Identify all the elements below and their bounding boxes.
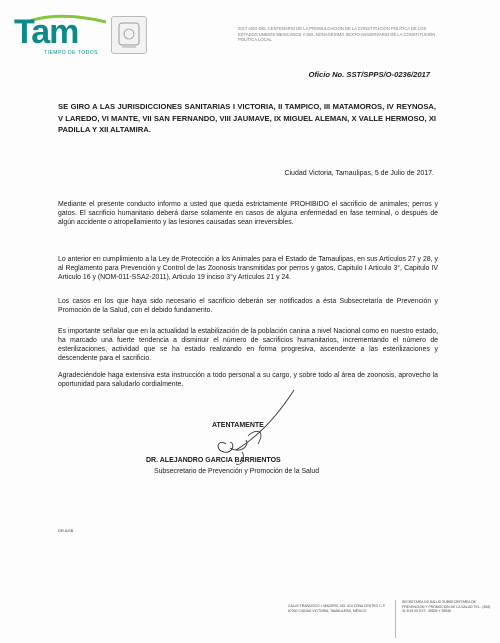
footer-address: CALLE FRANCISCO I. MADERO, NO. 414 ZONA CENTRO C.P. 87000 CIUDAD VICTORIA, TAMAULIPAS, MÉXICO xyxy=(288,604,386,613)
paragraph-sterilization: Es importante señalar que en la actualidad la estabilización de la población canina a nivel Nacional como en nuestro estado, ha marcado una fuerte tendencia a disminuir el número de sacrificios humanitarios, incrementando el número de esterilizaciones, actividad que se ha estado realizando en forma progresiva, ascendente a las esterilizaciones y descendente para el sacrificio. xyxy=(58,328,438,362)
closing: ATENTAMENTE xyxy=(212,422,264,429)
tam-logo xyxy=(14,12,110,60)
footer-divider xyxy=(395,600,396,638)
logo-tagline: TIEMPO DE TODOS xyxy=(44,50,98,56)
paragraph-legal-basis: Lo anterior en cumplimiento a la Ley de Protección a los Animales para el Estado de Tamaulipas, en sus Artículos 27 y 28, y al Reglamento para Prevención y Control de las Zoonosis transmitidas por perros y gatos, Capitulo I Articulo 3°, Capitulo IV Articulo 16 y (NOM-011-SSA2-2011), Articulo 19 inciso 3°y Artículos 21 y 24. xyxy=(58,256,438,281)
addressee: SE GIRO A LAS JURISDICCIONES SANITARIAS I VICTORIA, II TAMPICO, III MATAMOROS, IV REYNOSA, V LAREDO, VI MANTE, VII SAN FERNANDO, VIII JAUMAVE, IX MIGUEL ALEMAN, X VALLE HERMOSO, XI PADILLA Y XII ALTAMIRA. xyxy=(58,102,436,134)
paragraph-prohibition: Mediante el presente conducto informo a usted que queda estrictamente PROHIBIDO el sacrificio de animales; perros y gatos. El sacrificio humanitario deberá darse solamente en casos de alguna enfermedad en fase terminal, o después de algún accidente o atropellamiento y las lesiones causadas sean irreversibles. xyxy=(58,201,438,226)
paragraph-thanks: Agradeciéndole haga extensiva esta instrucción a todo personal a su cargo, y sobre todo al área de zoonosis, aprovecho la oportunidad para saludarlo cordialmente. xyxy=(58,372,438,388)
initials: DR.AGB xyxy=(58,528,74,533)
oficio-number: Oficio No. SST/SPPS/O-0236/2017 xyxy=(308,70,430,79)
logo-text: Tam xyxy=(14,13,79,51)
place-date: Ciudad Victoria, Tamaulipas, 5 de Julio de 2017. xyxy=(284,170,434,177)
paragraph-notification: Los casos en los que haya sido necesario el sacrificio deberán ser notificados a ésta Subsecretaría de Prevención y Promoción de la Salud, con el debido fundamento. xyxy=(58,298,438,314)
state-seal-icon xyxy=(111,16,147,54)
signer-name: DR. ALEJANDRO GARCIA BARRIENTOS xyxy=(146,457,281,464)
footer-office: SECRETARÍA DE SALUD SUBSECRETARÍA DE PREVENCIÓN Y PROMOCIÓN DE LA SALUD TEL.: (834) 31 8 63 00 EXT.: 39525 Y 39546 xyxy=(402,600,491,614)
centenary-note: 2017 AÑO DEL CENTENARIO DE LA PROMULGACIÓN DE LA CONSTITUCIÓN POLÍTICA DE LOS ESTADOS UNIDOS MEXICANOS Y DEL NONAGÉSIMO SEXTO ANIVERSARIO DE LA CONSTITUCIÓN POLÍTICA LOCAL xyxy=(238,26,436,42)
signer-title: Subsecretario de Prevención y Promoción de la Salud xyxy=(154,468,320,475)
